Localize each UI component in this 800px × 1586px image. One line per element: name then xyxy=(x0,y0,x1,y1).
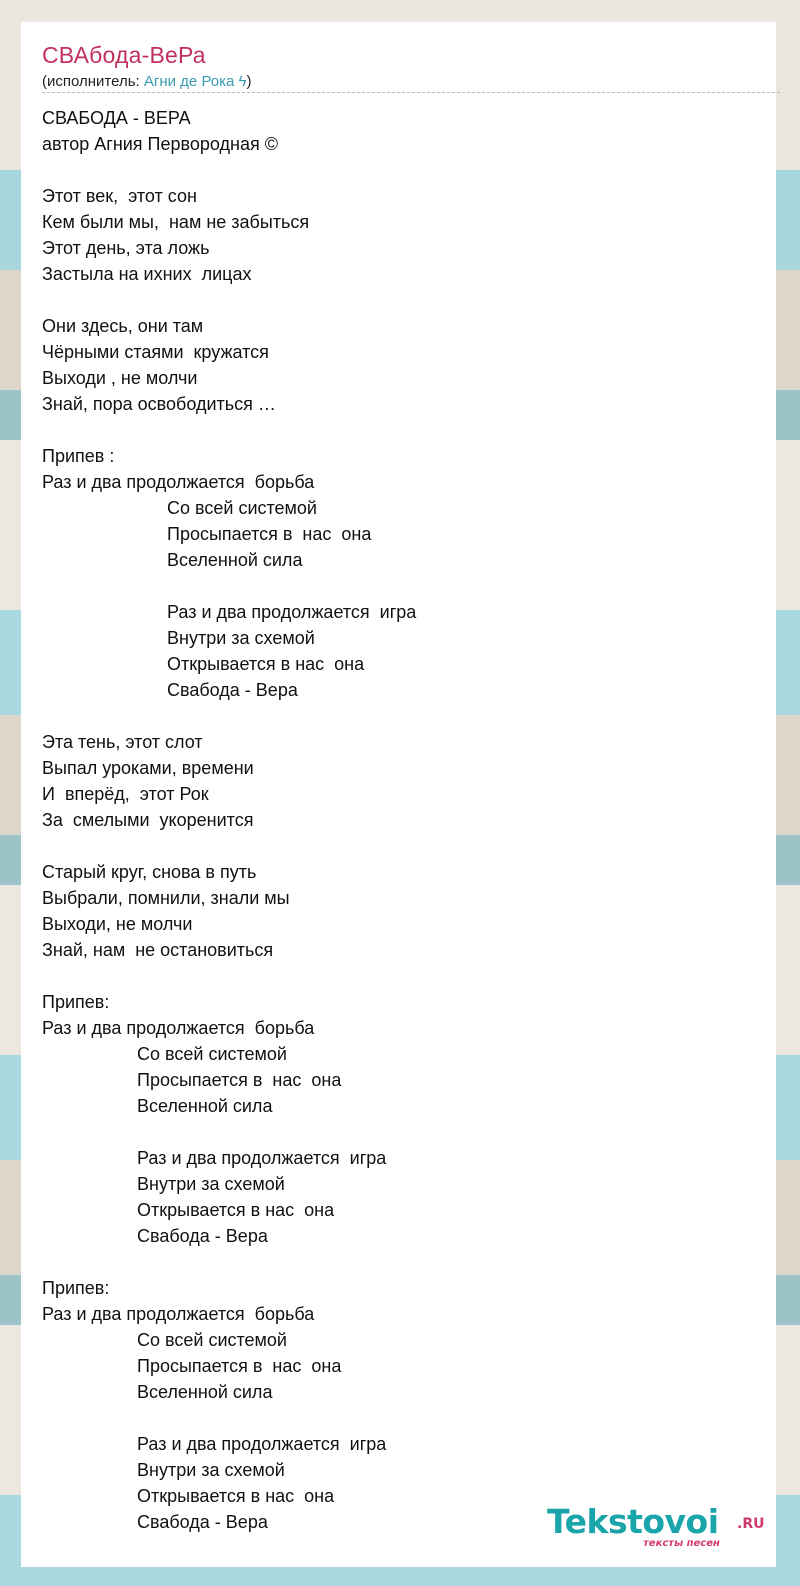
lyric-line xyxy=(42,703,416,729)
lyric-line: Выходи, не молчи xyxy=(42,914,193,934)
song-title: СВАбода-ВеРа xyxy=(42,42,206,68)
lyric-line xyxy=(42,833,416,859)
lyric-line xyxy=(42,573,416,599)
divider xyxy=(42,92,780,93)
performer-suffix: ) xyxy=(246,73,252,90)
performer-line xyxy=(42,73,251,90)
lyric-line: Со всей системой xyxy=(137,1330,287,1350)
lyric-line: Припев: xyxy=(42,992,110,1012)
lyric-line: Просыпается в нас она xyxy=(137,1070,342,1090)
lyric-line: Свабода - Вера xyxy=(167,680,298,700)
lyric-line: Открывается в нас она xyxy=(167,654,365,674)
lyric-line: Этот день, эта ложь xyxy=(42,238,210,258)
artist-link[interactable]: Агни де Рока ϟ xyxy=(143,73,247,90)
lyric-line: И вперёд, этот Рок xyxy=(42,784,209,804)
lyric-line xyxy=(42,157,416,183)
lyric-line: Со всей системой xyxy=(137,1044,287,1064)
lyric-line xyxy=(42,1249,416,1275)
site-logo[interactable] xyxy=(547,1502,777,1552)
lyric-line: Застыла на ихних лицах xyxy=(42,264,252,284)
lyric-line: Старый круг, снова в путь xyxy=(42,862,257,882)
lyric-line xyxy=(42,1405,416,1431)
lyric-line: Внутри за схемой xyxy=(137,1460,285,1480)
lyric-line: Чёрными стаями кружатся xyxy=(42,342,269,362)
lyric-line: Знай, нам не остановиться xyxy=(42,940,274,960)
lyric-line: Внутри за схемой xyxy=(167,628,315,648)
lyric-line: Раз и два продолжается игра xyxy=(167,602,417,622)
lyric-line: Выходи , не молчи xyxy=(42,368,198,388)
lyric-line: Вселенной сила xyxy=(167,550,303,570)
lyric-line: Свабода - Вера xyxy=(137,1512,268,1532)
lyric-line: Свабода - Вера xyxy=(137,1226,268,1246)
lyric-line: Вселенной сила xyxy=(137,1096,273,1116)
lyric-line: Выпал уроками, времени xyxy=(42,758,254,778)
lyric-line: Раз и два продолжается игра xyxy=(137,1434,387,1454)
lyrics-text xyxy=(42,105,416,1535)
lyric-line: Внутри за схемой xyxy=(137,1174,285,1194)
lyric-line: За смелыми укоренится xyxy=(42,810,254,830)
lyric-line: СВАБОДА - ВЕРА xyxy=(42,108,191,128)
lyric-line: Этот век, этот сон xyxy=(42,186,197,206)
lyric-line: Кем были мы, нам не забыться xyxy=(42,212,310,232)
lyric-line xyxy=(42,1119,416,1145)
lyric-line: Открывается в нас она xyxy=(137,1486,335,1506)
lyric-line: Раз и два продолжается борьба xyxy=(42,472,315,492)
lyric-line: Просыпается в нас она xyxy=(137,1356,342,1376)
lyric-line: Припев : xyxy=(42,446,115,466)
lyric-line: Выбрали, помнили, знали мы xyxy=(42,888,290,908)
lyric-line xyxy=(42,417,416,443)
lyric-line: Раз и два продолжается борьба xyxy=(42,1304,315,1324)
logo-tagline: тексты песен xyxy=(643,1538,720,1549)
lyric-line: Просыпается в нас она xyxy=(167,524,372,544)
lyric-line: Вселенной сила xyxy=(137,1382,273,1402)
logo-wordmark: Tekstovoi xyxy=(547,1502,719,1541)
lyric-line: Они здесь, они там xyxy=(42,316,204,336)
lyric-line: Раз и два продолжается борьба xyxy=(42,1018,315,1038)
lyric-line: Эта тень, этот слот xyxy=(42,732,203,752)
lyric-line xyxy=(42,963,416,989)
lyric-line: Раз и два продолжается игра xyxy=(137,1148,387,1168)
lyric-line: автор Агния Первородная © xyxy=(42,134,278,154)
lyrics-card xyxy=(21,22,776,1567)
lyric-line xyxy=(42,287,416,313)
lyric-line: Открывается в нас она xyxy=(137,1200,335,1220)
lyric-line: Знай, пора освободиться … xyxy=(42,394,276,414)
lyric-line: Припев: xyxy=(42,1278,110,1298)
performer-prefix: (исполнитель: xyxy=(42,73,144,90)
logo-tld: .RU xyxy=(737,1516,765,1532)
lyric-line: Со всей системой xyxy=(167,498,317,518)
